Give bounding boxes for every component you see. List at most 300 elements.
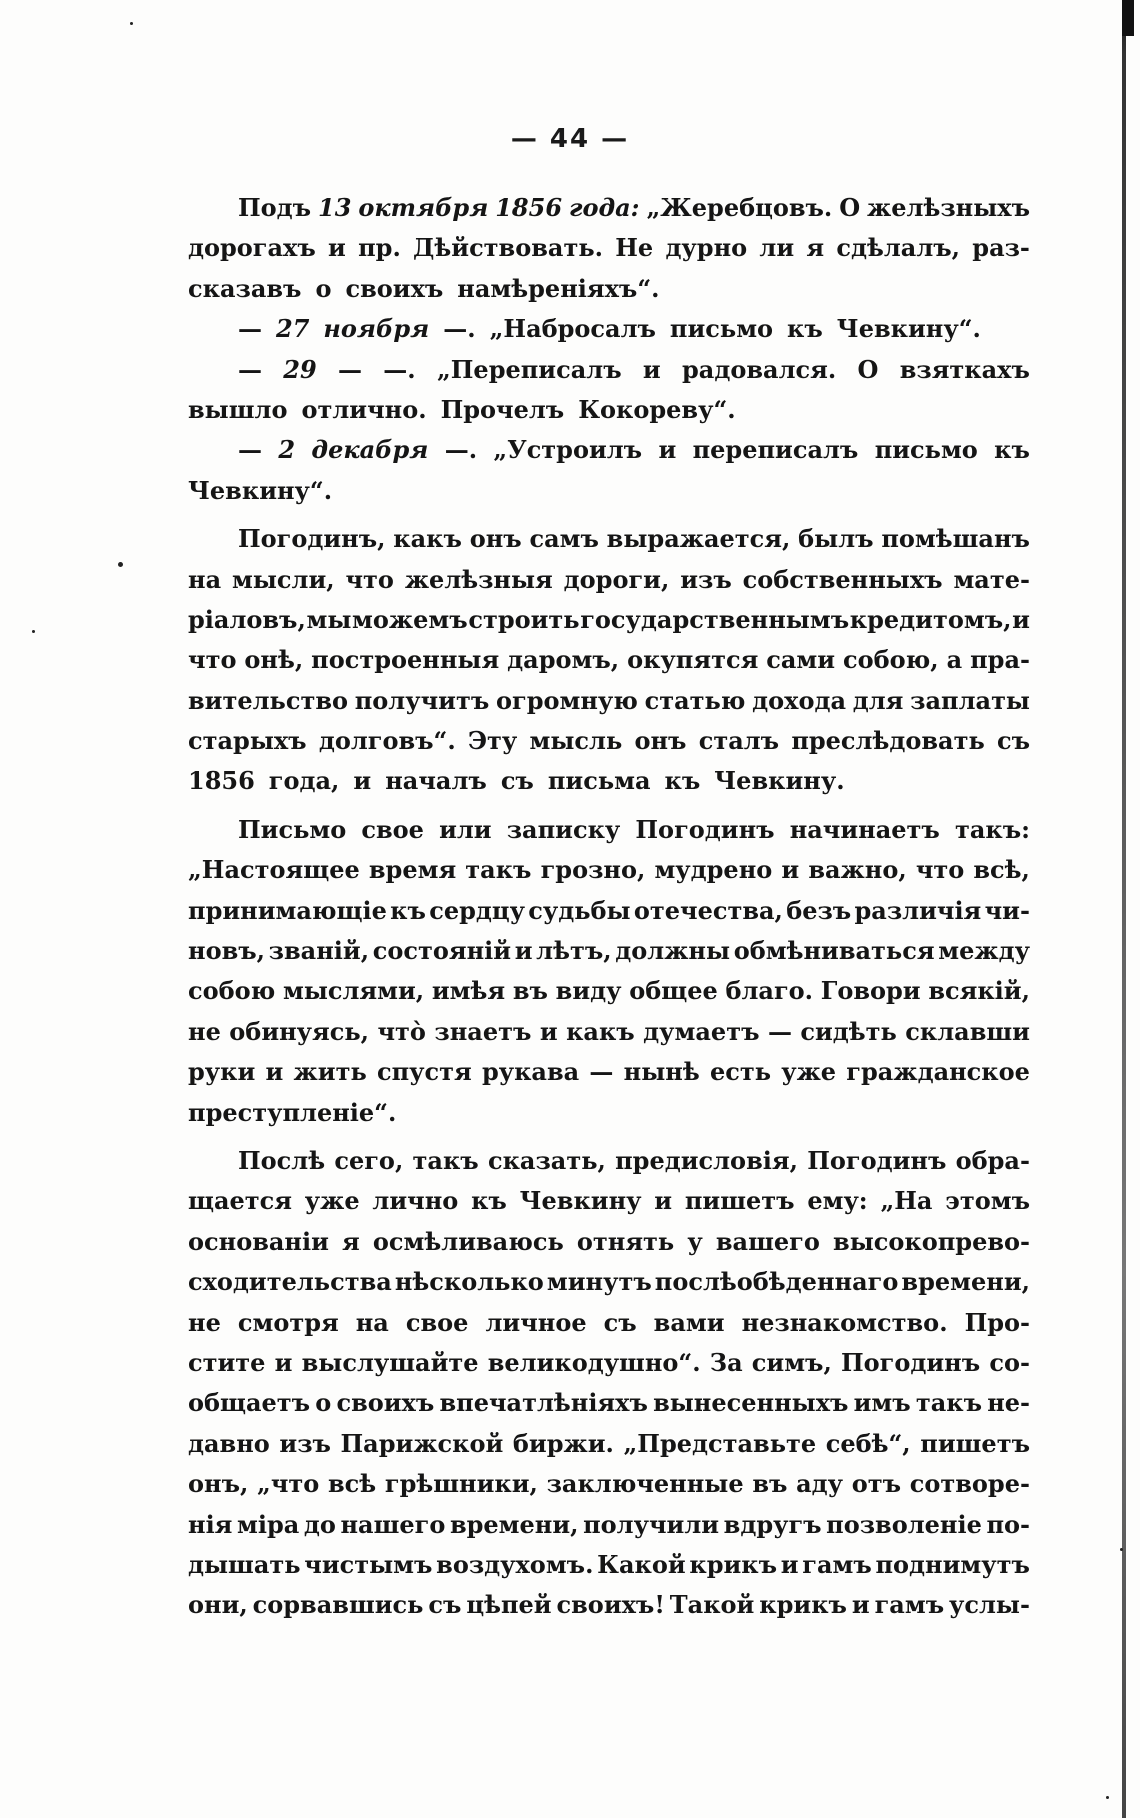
word: 13 <box>318 193 352 222</box>
word: руки <box>188 1057 256 1087</box>
word: сказавъ <box>188 273 302 303</box>
word: собою, <box>843 645 939 675</box>
word: цѣпей <box>466 1590 552 1620</box>
word: — <box>589 1057 614 1087</box>
word: что̀ <box>377 1016 426 1046</box>
word: а <box>946 645 963 675</box>
word: отъ <box>851 1469 902 1499</box>
text-line <box>188 1545 1030 1585</box>
text-line <box>188 228 1030 268</box>
word: грѣшники, <box>384 1469 538 1499</box>
word: собственныхъ <box>742 564 943 594</box>
word: въ <box>512 976 548 1006</box>
word: мате- <box>953 564 1030 594</box>
word: выражается, <box>606 524 791 554</box>
word: сорвавшись <box>252 1590 424 1620</box>
word: симъ, <box>751 1347 832 1377</box>
word: различія <box>854 895 982 925</box>
word: Такой <box>669 1590 755 1620</box>
word: время <box>368 855 457 885</box>
text-line <box>188 850 1030 890</box>
word: благо. <box>725 976 814 1006</box>
word: всѣ, <box>973 855 1030 885</box>
word: Какой <box>597 1549 686 1579</box>
word: октября <box>358 193 489 222</box>
word: званій, <box>268 936 370 966</box>
text-line <box>188 891 1030 931</box>
paragraph-gap <box>188 802 1030 810</box>
word: Говори <box>820 976 921 1006</box>
word: и <box>781 855 800 885</box>
word: сего, <box>334 1145 404 1175</box>
word: обинуясь, <box>229 1016 370 1046</box>
word: до <box>303 1509 336 1539</box>
word: чистымъ <box>304 1549 433 1579</box>
word: ему: <box>807 1186 868 1216</box>
page-number: — 44 — <box>510 124 630 154</box>
word: у <box>687 1226 703 1256</box>
word: съ <box>500 766 534 796</box>
word: государственнымъ <box>580 604 850 634</box>
word: Чевкину. <box>714 766 845 796</box>
word: со- <box>989 1347 1030 1377</box>
word: грозно, <box>540 855 646 885</box>
word: сдѣлалъ, <box>836 233 961 263</box>
word: къ <box>787 314 823 344</box>
word: между <box>938 936 1030 966</box>
word: старыхъ <box>188 726 307 756</box>
word: ріаловъ, <box>188 604 306 634</box>
word: для <box>852 685 904 715</box>
word: о <box>315 273 332 303</box>
word: незнакомство. <box>741 1307 948 1337</box>
text-line <box>188 1262 1030 1302</box>
word: должны <box>615 936 731 966</box>
word: сердцу <box>429 895 525 925</box>
word: состояній <box>372 936 512 966</box>
word: крикъ <box>689 1549 778 1579</box>
word: строить <box>468 604 580 634</box>
word: дохода <box>752 685 847 715</box>
word: „Представьте <box>623 1428 817 1458</box>
page-speck <box>1120 1548 1123 1551</box>
word: своихъ! <box>556 1590 665 1620</box>
word: на <box>188 564 222 594</box>
word: —. <box>443 314 476 344</box>
word: и <box>1012 604 1030 634</box>
word: былъ <box>798 524 874 554</box>
page-speck <box>1106 1796 1109 1799</box>
word: отнять <box>576 1226 675 1256</box>
word: За <box>709 1347 743 1377</box>
word: Подъ <box>238 193 312 222</box>
word: получили <box>583 1509 720 1539</box>
word: вами <box>653 1307 725 1337</box>
word: сидѣть <box>800 1016 897 1046</box>
word: давно <box>188 1428 270 1458</box>
word: не <box>188 1016 221 1046</box>
word: о <box>315 1388 332 1418</box>
word: — <box>767 1016 792 1046</box>
word: дороги, <box>563 564 670 594</box>
word: великодушно“. <box>487 1347 701 1377</box>
word: сталъ <box>698 726 780 756</box>
word: имъ <box>853 1388 911 1418</box>
word: сотворе- <box>909 1469 1030 1499</box>
word: важно, <box>808 855 907 885</box>
word: обмѣниваться <box>733 936 935 966</box>
word: они, <box>188 1590 248 1620</box>
word: съ <box>996 726 1030 756</box>
word: Чевкину“. <box>188 475 333 505</box>
word: и <box>514 936 533 966</box>
word: статью <box>644 685 746 715</box>
word: 1856 <box>495 193 563 222</box>
word: своихъ <box>345 273 444 303</box>
word: письмо <box>874 435 978 465</box>
word: мы <box>306 604 352 634</box>
word: —. <box>444 435 478 465</box>
word: окупятся <box>627 645 759 675</box>
word: „Настоящее <box>188 855 360 885</box>
word: въ <box>752 1469 788 1499</box>
word: самъ <box>529 524 599 554</box>
word: нашего <box>340 1509 446 1539</box>
text-line <box>188 1093 1030 1133</box>
word: —. <box>383 354 416 384</box>
word: намѣреніяхъ“. <box>457 273 660 303</box>
word: и <box>539 1016 558 1046</box>
word: жить <box>293 1057 367 1087</box>
word: вительство <box>188 685 348 715</box>
word: Не <box>615 233 654 263</box>
word: мысль <box>529 726 623 756</box>
word: и <box>654 1186 673 1216</box>
word: сами <box>766 645 836 675</box>
text-line <box>188 681 1030 721</box>
word: сказать, <box>487 1145 606 1175</box>
text-line <box>188 1141 1030 1181</box>
text-line <box>188 1464 1030 1504</box>
word: письмо <box>669 314 774 344</box>
word: письма <box>547 766 651 796</box>
word: всѣ <box>328 1469 377 1499</box>
word: О <box>857 354 879 384</box>
word: имѣя <box>431 976 506 1006</box>
word: пра- <box>970 645 1030 675</box>
word: новъ, <box>188 936 266 966</box>
word: „Устроилъ <box>493 435 643 465</box>
word: Эту <box>467 726 518 756</box>
word: — <box>338 354 362 384</box>
word: ноября <box>323 314 430 344</box>
text-line <box>188 390 1030 430</box>
word: нѣсколько <box>394 1267 544 1297</box>
word: декабря <box>311 435 429 465</box>
text-line <box>188 600 1030 640</box>
word: отечества, <box>633 895 783 925</box>
word: что <box>188 645 237 675</box>
word: не <box>188 1307 221 1337</box>
word: уже <box>781 1057 837 1087</box>
word: что <box>915 855 965 885</box>
word: вышло <box>188 394 288 424</box>
word: по- <box>986 1509 1030 1539</box>
text-line <box>188 1012 1030 1052</box>
word: онъ <box>469 524 522 554</box>
text-line <box>188 1383 1030 1423</box>
word: „что <box>257 1469 320 1499</box>
word: гражданское <box>846 1057 1030 1087</box>
word: высокопрево- <box>833 1226 1030 1256</box>
word: на <box>355 1307 389 1337</box>
word: взяткахъ <box>899 354 1030 384</box>
paragraph-gap <box>188 511 1030 519</box>
word: пишетъ <box>920 1428 1030 1458</box>
word: получитъ <box>354 685 490 715</box>
word: изъ <box>680 564 732 594</box>
word: аду <box>796 1469 844 1499</box>
word: и <box>642 354 661 384</box>
word: биржи. <box>512 1428 614 1458</box>
word: мысли, <box>232 564 335 594</box>
word: — <box>238 354 262 384</box>
word: дышать <box>188 1549 301 1579</box>
word: какъ <box>393 524 462 554</box>
word: всякій, <box>928 976 1030 1006</box>
word: желѣзныя <box>404 564 553 594</box>
word: къ <box>994 435 1030 465</box>
word: Письмо <box>238 814 347 844</box>
word: даромъ, <box>507 645 620 675</box>
word: онъ <box>634 726 687 756</box>
word: отлично. <box>301 394 427 424</box>
word: крикъ <box>759 1590 847 1620</box>
word: какъ <box>566 1016 635 1046</box>
text-line <box>188 430 1030 470</box>
word: помѣшанъ <box>881 524 1030 554</box>
word: уже <box>304 1186 360 1216</box>
word: Чевкину <box>519 1186 642 1216</box>
text-line <box>188 1052 1030 1092</box>
text-line <box>188 971 1030 1011</box>
word: судьбы <box>528 895 631 925</box>
word: поднимутъ <box>875 1549 1030 1579</box>
paragraph-gap <box>188 1133 1030 1141</box>
word: времени, <box>449 1509 579 1539</box>
word: вашего <box>715 1226 820 1256</box>
text-line <box>188 761 1030 801</box>
word: такъ <box>915 1388 983 1418</box>
text-line <box>188 931 1030 971</box>
word: впечатлѣніяхъ <box>439 1388 648 1418</box>
word: міра <box>237 1509 300 1539</box>
word: этомъ <box>945 1186 1030 1216</box>
word: позволеніе <box>826 1509 982 1539</box>
word: склавши <box>905 1016 1030 1046</box>
word: нынѣ <box>623 1057 700 1087</box>
word: лично <box>372 1186 459 1216</box>
word: Про- <box>964 1307 1030 1337</box>
word: огромную <box>495 685 638 715</box>
word: услы- <box>949 1590 1030 1620</box>
word: что <box>345 564 394 594</box>
word: и <box>658 435 677 465</box>
word: О <box>839 193 861 222</box>
word: заплаты <box>910 685 1030 715</box>
word: съ <box>603 1307 637 1337</box>
text-line <box>188 1222 1030 1262</box>
word: выслушайте <box>301 1347 479 1377</box>
word: безъ <box>786 895 852 925</box>
word: спустя <box>376 1057 472 1087</box>
word: кредитомъ, <box>849 604 1012 634</box>
word: къ <box>471 1186 507 1216</box>
word: переписалъ <box>692 435 859 465</box>
word: желѣзныхъ <box>867 193 1030 222</box>
word: начинаетъ <box>789 814 940 844</box>
text-line <box>188 560 1030 600</box>
text-line <box>188 721 1030 761</box>
word: — <box>238 435 262 465</box>
word: предисловія, <box>615 1145 798 1175</box>
word: или <box>439 814 492 844</box>
word: нія <box>188 1509 233 1539</box>
word: онъ, <box>188 1469 249 1499</box>
word: обра- <box>955 1145 1030 1175</box>
word: къ <box>390 895 426 925</box>
word: думаетъ <box>643 1016 760 1046</box>
word: сходительства <box>188 1267 392 1297</box>
word: Погодинъ, <box>238 524 386 554</box>
word: щается <box>188 1186 293 1216</box>
word: и <box>780 1549 799 1579</box>
word: вынесенныхъ <box>653 1388 849 1418</box>
text-line <box>188 640 1030 680</box>
text-line <box>188 1424 1030 1464</box>
word: „Жеребцовъ. <box>646 193 833 222</box>
text-line <box>188 1585 1030 1625</box>
word: принимающіе <box>188 895 387 925</box>
word: Дѣйствовать. <box>413 233 603 263</box>
word: смотря <box>237 1307 339 1337</box>
word: и <box>265 1057 284 1087</box>
word: общаетъ <box>188 1388 311 1418</box>
word: не- <box>987 1388 1030 1418</box>
binding-edge-mark <box>1122 0 1134 36</box>
word: началъ <box>385 766 487 796</box>
body-text <box>188 188 1030 1626</box>
word: и <box>274 1347 293 1377</box>
word: Парижской <box>340 1428 504 1458</box>
word: такъ: <box>954 814 1030 844</box>
word: Погодинъ <box>635 814 775 844</box>
text-line <box>188 269 1030 309</box>
word: и <box>353 766 372 796</box>
word: чи- <box>984 895 1030 925</box>
word: есть <box>709 1057 771 1087</box>
word: — <box>238 314 262 344</box>
word: 29 <box>283 354 317 384</box>
word: раз- <box>972 233 1030 263</box>
word: стите <box>188 1347 266 1377</box>
word: дорогахъ <box>188 233 316 263</box>
word: гамъ <box>802 1549 872 1579</box>
word: вдругъ <box>723 1509 822 1539</box>
text-line <box>188 471 1030 511</box>
word: Чевкину“. <box>836 314 981 344</box>
word: года: <box>568 193 640 222</box>
word: личное <box>485 1307 587 1337</box>
text-line <box>188 1181 1030 1221</box>
word: заключенные <box>546 1469 744 1499</box>
text-line <box>188 309 1030 349</box>
text-line <box>188 188 1030 228</box>
word: и <box>328 233 346 263</box>
word: Погодинъ <box>841 1347 981 1377</box>
word: минутъ <box>546 1267 652 1297</box>
word: себѣ“, <box>825 1428 911 1458</box>
word: построенныя <box>311 645 500 675</box>
word: знаетъ <box>434 1016 532 1046</box>
word: пр. <box>358 233 401 263</box>
word: воздухомъ. <box>436 1549 594 1579</box>
word: „Набросалъ <box>489 314 656 344</box>
word: такъ <box>412 1145 479 1175</box>
word: виду <box>555 976 622 1006</box>
word: изъ <box>279 1428 331 1458</box>
word: и <box>851 1590 870 1620</box>
word: „Переписалъ <box>436 354 622 384</box>
text-line <box>188 1505 1030 1545</box>
text-line <box>188 1303 1030 1343</box>
page-speck <box>130 22 133 25</box>
word: рукава <box>481 1057 580 1087</box>
word: пишетъ <box>684 1186 795 1216</box>
word: мудрено <box>654 855 773 885</box>
word: можемъ <box>352 604 468 634</box>
word: свое <box>361 814 424 844</box>
word: 27 <box>276 314 310 344</box>
word: такъ <box>465 855 532 885</box>
word: времени, <box>901 1267 1030 1297</box>
word: гамъ <box>874 1590 945 1620</box>
word: 1856 <box>188 766 255 796</box>
text-line <box>188 350 1030 390</box>
word: долговъ“. <box>318 726 456 756</box>
text-line <box>188 519 1030 559</box>
word: записку <box>506 814 621 844</box>
word: Послѣ <box>238 1145 326 1175</box>
page-speck <box>32 630 35 633</box>
word: „На <box>880 1186 933 1216</box>
word: преслѣдовать <box>791 726 985 756</box>
word: съ <box>428 1590 462 1620</box>
word: я <box>806 233 825 263</box>
word: своихъ <box>336 1388 435 1418</box>
word: общее <box>629 976 718 1006</box>
text-line <box>188 1343 1030 1383</box>
word: къ <box>664 766 701 796</box>
word: онѣ, <box>244 645 304 675</box>
word: мыслями, <box>282 976 425 1006</box>
word: дурно <box>665 233 748 263</box>
word: Прочелъ <box>440 394 565 424</box>
word: свое <box>405 1307 469 1337</box>
word: 2 <box>278 435 296 465</box>
word: радовался. <box>682 354 837 384</box>
page-speck <box>118 562 123 567</box>
